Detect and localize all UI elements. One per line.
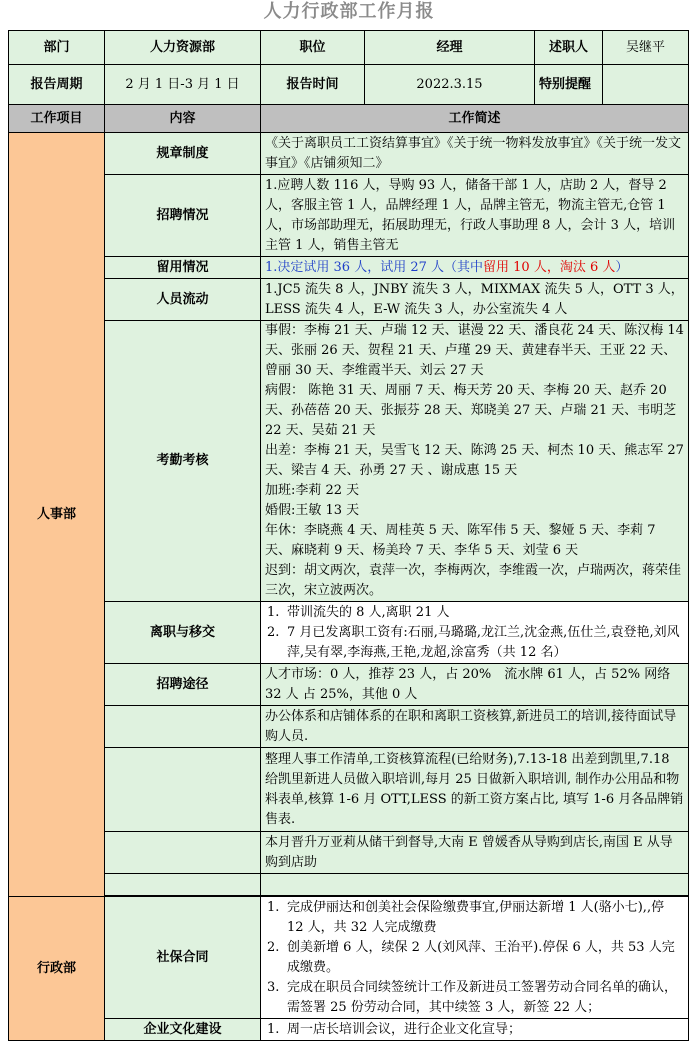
reporter-label: 述职人 <box>535 31 603 65</box>
report-title: 人力行政部工作月报 <box>263 1 435 22</box>
row-retention-label: 留用情况 <box>105 257 261 279</box>
position-value: 经理 <box>365 31 535 65</box>
row-recruit-label: 招聘情况 <box>105 175 261 257</box>
row-rules-text: 《关于离职员工工资结算事宜》《关于统一物料发放事宜》《关于统一发文事宜》《店铺须知二》 <box>261 133 689 175</box>
row-resign-label: 离职与移交 <box>105 602 261 664</box>
row-empty-label <box>105 874 261 896</box>
report-table <box>8 30 689 1041</box>
reporter-value: 吴继平 <box>603 31 689 65</box>
social-item-3: 3. 完成在职员合同续签统计工作及新进员工签署劳动合同名单的确认，需签署 25 份劳动合同，其中续签 3 人，新签 22 人； <box>267 979 678 1015</box>
social-item-1: 1. 完成伊丽达和创美社会保险缴费事宜,伊丽达新增 1 人(骆小七),,停 12 人，共 32 人完成缴费 <box>267 899 665 935</box>
row-misc3-label <box>105 832 261 874</box>
row-misc1-label <box>105 706 261 748</box>
row-misc2-text: 整理人事工作清单,工资核算流程(已给财务),7.13-18 出差到凯里,7.18 给凯里新进人员做入职培训,每月 25 日做新入职培训, 制作办公用品和物料表单,核算 1-6 月 OTT,LESS 的新工资方案占比, 填写 1-6 月各品牌销售表. <box>261 748 689 832</box>
time-label: 报告时间 <box>261 65 365 105</box>
dept-label: 部门 <box>9 31 105 65</box>
row-resign-text <box>261 602 689 664</box>
culture-item-1: 1. 周一店长培训会议，进行企业文化宣导； <box>267 1021 522 1037</box>
row-attendance-text <box>261 321 689 602</box>
row-social-text <box>261 897 689 1019</box>
attendance-overtime: 加班:李莉 22 天 <box>265 483 360 498</box>
retention-text-highlight: 留用 10 人，淘汰 6 人 <box>483 259 616 275</box>
row-flow-text: 1.JC5 流失 8 人，JNBY 流失 3 人，MIXMAX 流失 5 人，OTT 3 人，LESS 流失 4 人，E-W 流失 3 人，办公室流失 4 人 <box>261 279 689 321</box>
resign-item-2: 2. 7 月已发离职工资有:石丽,马璐璐,龙江兰,沈金燕,伍仕兰,袁登艳,刘风萍,吴有翠,李海燕,王艳,龙超,涂富秀（共 12 名） <box>267 624 680 660</box>
attendance-personal-leave: 事假：李梅 21 天、卢瑞 12 天、谌漫 22 天、潘良花 24 天、陈汉梅 14 天、张丽 26 天、贺程 21 天、卢瑾 29 天、黄建春半天、王亚 22 天、曾丽 30 天、李维霞半天、刘云 27 天 <box>265 323 684 378</box>
row-channel-label: 招聘途径 <box>105 664 261 706</box>
position-label: 职位 <box>261 31 365 65</box>
row-recruit-text: 1.应聘人数 116 人，导购 93 人，储备干部 1 人，店助 2 人，督导 2 人，客服主管 1 人，品牌经理 1 人，品牌主管无，物流主管无,仓管 1 人，市场部助理无，拓展助理无，行政人事助理 8 人，会计 3 人，培训主管 1 人，销售主管无 <box>261 175 689 257</box>
attendance-annual-leave: 年休：李晓燕 4 天、周桂英 5 天、陈军伟 5 天、黎娅 5 天、李莉 7 天、麻晓莉 9 天、杨美玲 7 天、李华 5 天、刘莹 6 天 <box>265 523 656 558</box>
reminder-value <box>603 65 689 105</box>
row-culture-label: 企业文化建设 <box>105 1019 261 1041</box>
period-label: 报告周期 <box>9 65 105 105</box>
row-retention-text <box>261 257 689 279</box>
attendance-sick-leave: 病假： 陈艳 31 天、周丽 7 天、梅天芳 20 天、李梅 20 天、赵乔 20 天、孙蓓蓓 20 天、张振芬 28 天、郑晓美 27 天、卢瑞 21 天、韦明芝 22 天、吴茹 21 天 <box>265 383 677 438</box>
row-rules-label: 规章制度 <box>105 133 261 175</box>
retention-text-part1: 1.决定试用 36 人，试用 27 人（其中 <box>265 259 484 275</box>
row-misc2-label <box>105 748 261 832</box>
retention-text-part3: ） <box>615 259 629 275</box>
attendance-marriage-leave: 婚假:王敏 13 天 <box>265 503 360 518</box>
social-item-2: 2. 创美新增 6 人，续保 2 人(刘风萍、王治平).停保 6 人，共 53 人完成缴费。 <box>267 939 675 975</box>
row-culture-text <box>261 1019 689 1041</box>
row-social-label: 社保合同 <box>105 897 261 1019</box>
section-hr: 人事部 <box>9 133 105 897</box>
col-desc-header: 工作简述 <box>261 105 689 133</box>
section-admin: 行政部 <box>9 897 105 1041</box>
dept-value: 人力资源部 <box>105 31 261 65</box>
row-misc3-text: 本月晋升万亚莉从储干到督导,大南 E 曾媛香从导购到店长,南国 E 从导购到店助 <box>261 832 689 874</box>
col-content-header: 内容 <box>105 105 261 133</box>
row-flow-label: 人员流动 <box>105 279 261 321</box>
row-attendance-label: 考勤考核 <box>105 321 261 602</box>
row-misc1-text: 办公体系和店铺体系的在职和离职工资核算,新进员工的培训,接待面试导购人员. <box>261 706 689 748</box>
row-empty-text <box>261 874 689 896</box>
reminder-label: 特别提醒 <box>535 65 603 105</box>
row-channel-text: 人才市场：0 人，推荐 23 人，占 20% 流水牌 61 人，占 52% 网络 32 人 占 25%，其他 0 人 <box>261 664 689 706</box>
attendance-late: 迟到：胡文两次，袁萍一次，李梅两次，李维霞一次，卢瑞两次，蒋荣佳三次，宋立波两次。 <box>265 563 682 598</box>
period-value: 2 月 1 日-3 月 1 日 <box>105 65 261 105</box>
resign-item-1: 1. 带训流失的 8 人,离职 21 人 <box>267 604 450 620</box>
col-project-header: 工作项目 <box>9 105 105 133</box>
attendance-business-trip: 出差：李梅 21 天，吴雪飞 12 天、陈鸿 25 天、柯杰 10 天、熊志军 27 天、梁吉 4 天、孙勇 27 天 、谢成惠 15 天 <box>265 443 684 478</box>
time-value: 2022.3.15 <box>365 65 535 105</box>
